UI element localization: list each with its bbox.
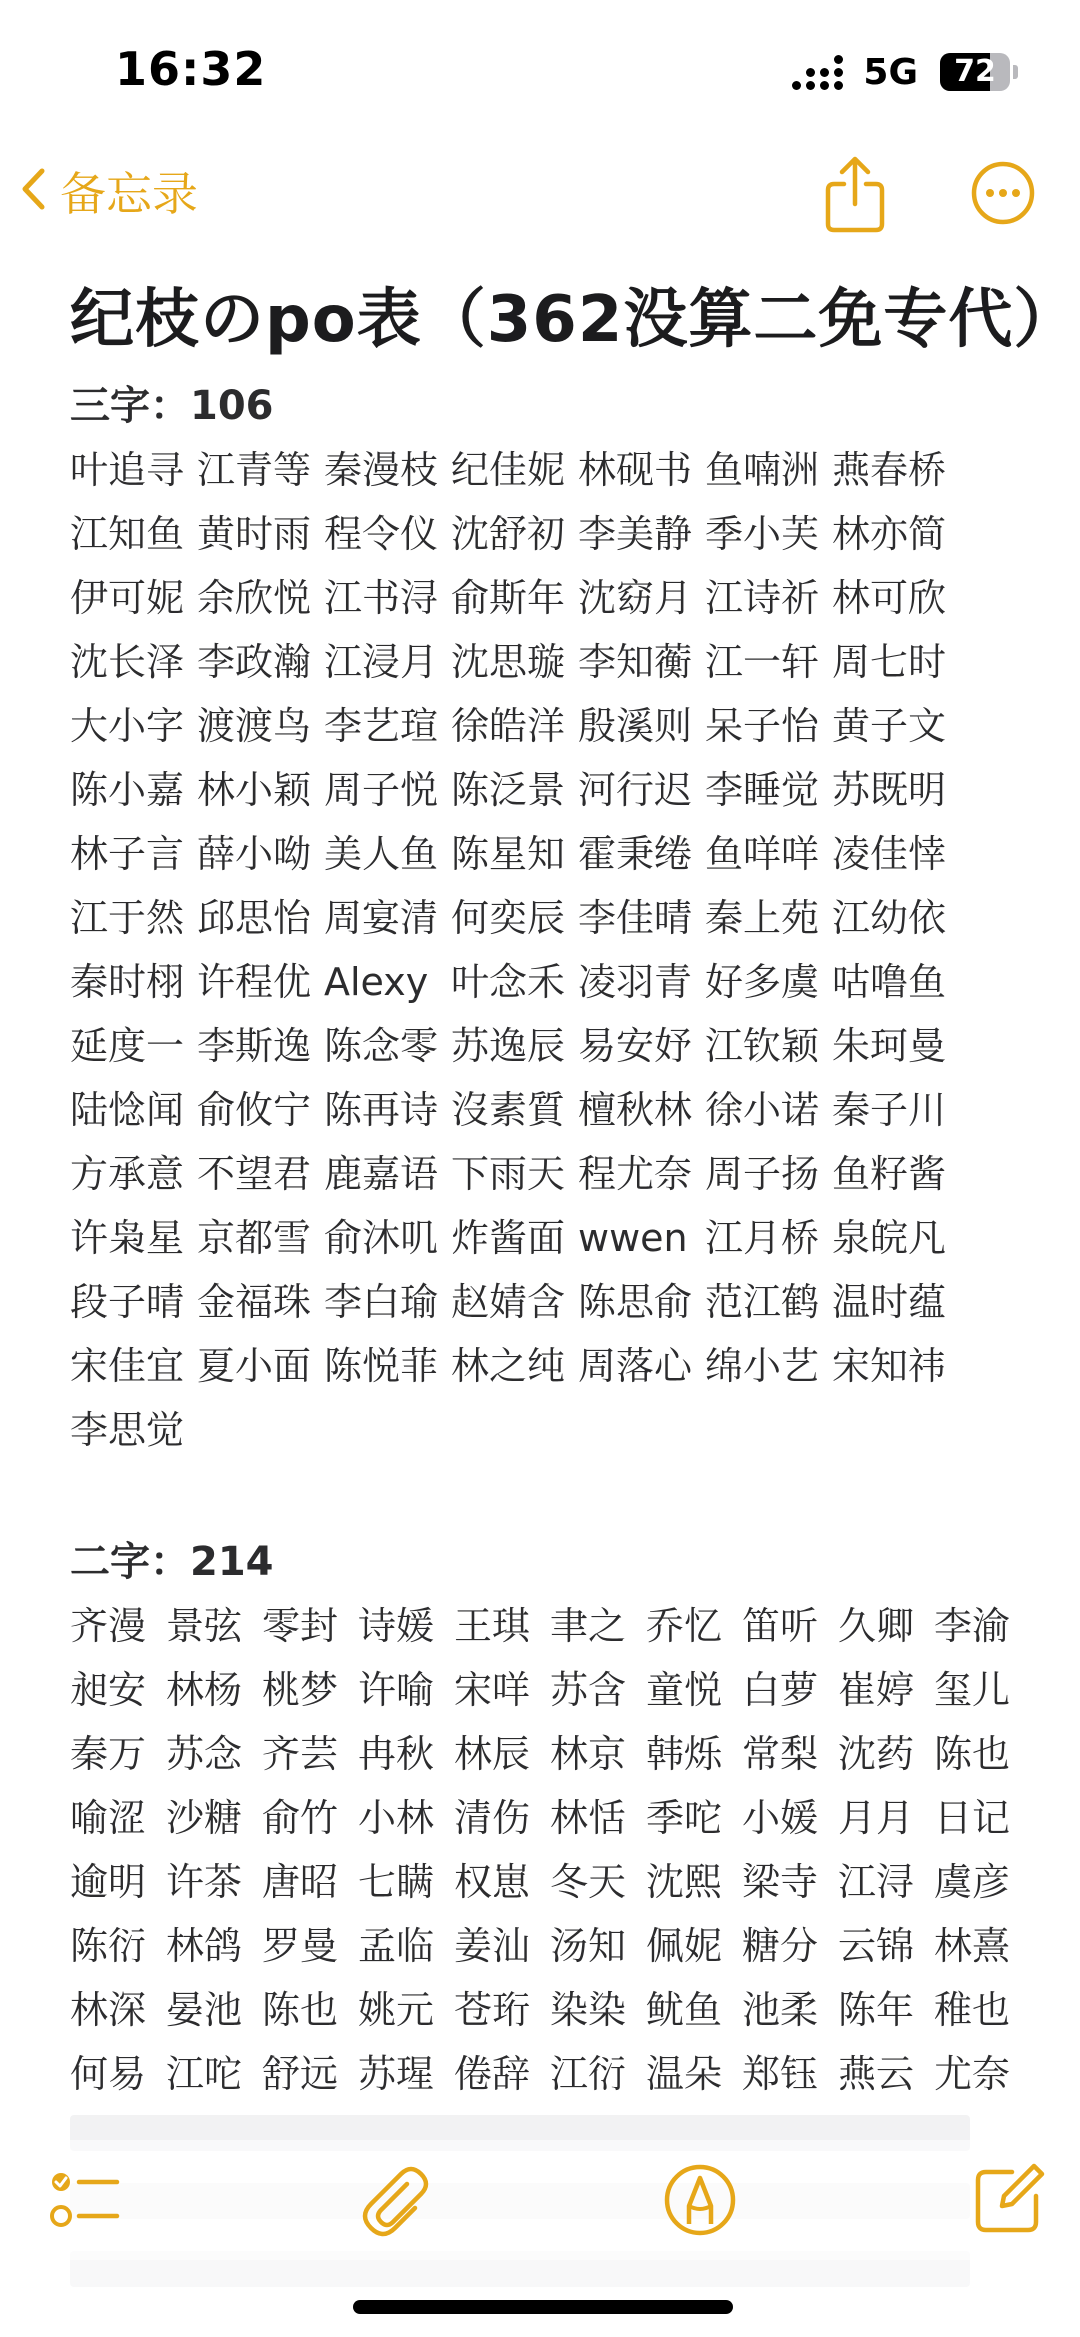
name-entry: 宋咩 — [454, 1668, 531, 1712]
name-entry: 周子悦 — [324, 768, 439, 812]
name-entry: 呆子怡 — [705, 704, 820, 748]
name-entry: 苍珩 — [454, 1988, 531, 2032]
name-entry: 池柔 — [742, 1988, 819, 2032]
name-entry: 伊可妮 — [70, 576, 185, 620]
ellipsis-circle-icon — [970, 211, 1036, 230]
name-entry: 许枭星 — [70, 1216, 185, 1260]
name-entry: 陈衍 — [70, 1924, 147, 1968]
name-entry: 纪佳妮 — [451, 448, 566, 492]
name-entry: 季咜 — [646, 1796, 723, 1840]
name-entry: 李知蘅 — [578, 640, 693, 684]
name-entry: 江一轩 — [705, 640, 820, 684]
share-button[interactable] — [822, 154, 888, 234]
name-list-three-char — [70, 438, 1030, 1462]
back-label: 备忘录 — [60, 167, 198, 221]
name-entry: 鱼咩咩 — [705, 832, 820, 876]
name-entry: 温朵 — [646, 2052, 723, 2096]
name-entry: 冬天 — [550, 1860, 627, 1904]
name-entry: Alexy — [324, 960, 429, 1004]
name-entry: 余欣悦 — [197, 576, 312, 620]
name-entry: 苏含 — [550, 1668, 627, 1712]
name-entry: 沈窈月 — [578, 576, 693, 620]
name-entry: 易安妤 — [578, 1024, 693, 1068]
name-entry: 久卿 — [838, 1604, 915, 1648]
name-entry: 夏小面 — [197, 1344, 312, 1388]
name-entry: 佩妮 — [646, 1924, 723, 1968]
name-entry: 俞竹 — [262, 1796, 339, 1840]
name-entry: 沙糖 — [166, 1796, 243, 1840]
name-entry: 美人鱼 — [324, 832, 439, 876]
name-entry: 叶追寻 — [70, 448, 185, 492]
attach-button[interactable] — [355, 2160, 435, 2240]
name-entry: 齐芸 — [262, 1732, 339, 1776]
name-entry: 许喻 — [358, 1668, 435, 1712]
name-entry: 陈悦菲 — [324, 1344, 439, 1388]
name-entry: 何易 — [70, 2052, 147, 2096]
name-entry: 沒素質 — [451, 1088, 566, 1132]
name-entry: 小媛 — [742, 1796, 819, 1840]
name-entry: 江幼依 — [832, 896, 947, 940]
name-entry: 冉秋 — [358, 1732, 435, 1776]
name-entry: 陆惗闻 — [70, 1088, 185, 1132]
name-entry: 季小芙 — [705, 512, 820, 556]
name-entry: 沈药 — [838, 1732, 915, 1776]
name-entry: 林深 — [70, 1988, 147, 2032]
name-entry: 江咜 — [166, 2052, 243, 2096]
name-entry: wwen — [578, 1216, 688, 1260]
name-entry: 江衍 — [550, 2052, 627, 2096]
name-entry: 江青等 — [197, 448, 312, 492]
name-entry: 罗曼 — [262, 1924, 339, 1968]
name-entry: 方承意 — [70, 1152, 185, 1196]
name-entry: 朱珂曼 — [832, 1024, 947, 1068]
name-entry: 笛听 — [742, 1604, 819, 1648]
name-entry: 江浔 — [838, 1860, 915, 1904]
name-entry: 俞斯年 — [451, 576, 566, 620]
name-entry: 李政瀚 — [197, 640, 312, 684]
name-entry: 七瞒 — [358, 1860, 435, 1904]
name-entry: 温时蕴 — [832, 1280, 947, 1324]
name-entry: 徐小诺 — [705, 1088, 820, 1132]
name-entry: 李美静 — [578, 512, 693, 556]
name-entry: 俞攸宁 — [197, 1088, 312, 1132]
name-entry: 秦漫枝 — [324, 448, 439, 492]
name-entry: 李斯逸 — [197, 1024, 312, 1068]
name-entry: 陈年 — [838, 1988, 915, 2032]
name-entry: 陈小嘉 — [70, 768, 185, 812]
section-heading-three-char: 三字：106 — [70, 383, 274, 429]
name-entry: 林熹 — [934, 1924, 1011, 1968]
name-entry: 邱思怡 — [197, 896, 312, 940]
name-entry: 秦上苑 — [705, 896, 820, 940]
back-button[interactable] — [20, 158, 198, 224]
name-entry: 陈再诗 — [324, 1088, 439, 1132]
name-entry: 林可欣 — [832, 576, 947, 620]
name-entry: 乔忆 — [646, 1604, 723, 1648]
name-entry: 汤知 — [550, 1924, 627, 1968]
name-entry: 李睡觉 — [705, 768, 820, 812]
name-entry: 鹿嘉语 — [324, 1152, 439, 1196]
name-entry: 延度一 — [70, 1024, 185, 1068]
name-entry: 倦辞 — [454, 2052, 531, 2096]
name-entry: 江月桥 — [705, 1216, 820, 1260]
status-bar — [0, 0, 1080, 140]
name-entry: 鱿鱼 — [646, 1988, 723, 2032]
name-entry: 绵小艺 — [705, 1344, 820, 1388]
name-entry: 江书浔 — [324, 576, 439, 620]
name-entry: 鱼籽酱 — [832, 1152, 947, 1196]
markup-button[interactable] — [660, 2160, 740, 2240]
name-entry: 范江鹤 — [705, 1280, 820, 1324]
name-entry: 程尤奈 — [578, 1152, 693, 1196]
bottom-toolbar — [0, 2140, 1080, 2260]
name-entry: 李佳晴 — [578, 896, 693, 940]
name-entry: 常梨 — [742, 1732, 819, 1776]
name-entry: 尤奈 — [934, 2052, 1011, 2096]
blank-line — [70, 1462, 1030, 1526]
name-entry: 苏瑆 — [358, 2052, 435, 2096]
name-entry: 燕云 — [838, 2052, 915, 2096]
name-entry: 李思觉 — [70, 1408, 185, 1452]
name-entry: 王琪 — [454, 1604, 531, 1648]
name-entry: 林鸽 — [166, 1924, 243, 1968]
name-entry: 沈长泽 — [70, 640, 185, 684]
name-entry: 何奕辰 — [451, 896, 566, 940]
status-time: 16:32 — [115, 42, 267, 96]
compose-button[interactable] — [968, 2160, 1048, 2240]
name-entry: 宋佳宜 — [70, 1344, 185, 1388]
name-entry: 沈舒初 — [451, 512, 566, 556]
name-entry: 喻涩 — [70, 1796, 147, 1840]
name-entry: 周落心 — [578, 1344, 693, 1388]
name-entry: 金福珠 — [197, 1280, 312, 1324]
name-entry: 凌佳悻 — [832, 832, 947, 876]
name-entry: 孟临 — [358, 1924, 435, 1968]
name-entry: 林恬 — [550, 1796, 627, 1840]
name-entry: 李渝 — [934, 1604, 1011, 1648]
name-entry: 宋知祎 — [832, 1344, 947, 1388]
name-entry: 沈熙 — [646, 1860, 723, 1904]
name-entry: 大小字 — [70, 704, 185, 748]
name-entry: 昶安 — [70, 1668, 147, 1712]
name-entry: 舒远 — [262, 2052, 339, 2096]
battery-percent: 72 — [954, 54, 996, 89]
name-entry: 崔婷 — [838, 1668, 915, 1712]
name-entry: 姜汕 — [454, 1924, 531, 1968]
name-entry: 沈思璇 — [451, 640, 566, 684]
name-entry: 周宴清 — [324, 896, 439, 940]
name-entry: 京都雪 — [197, 1216, 312, 1260]
name-entry: 云锦 — [838, 1924, 915, 1968]
name-entry: 俞沐叽 — [324, 1216, 439, 1260]
status-indicators — [792, 50, 1010, 94]
name-entry: 咕噜鱼 — [832, 960, 947, 1004]
name-entry: 聿之 — [550, 1604, 627, 1648]
name-entry: 江知鱼 — [70, 512, 185, 556]
name-entry: 燕春桥 — [832, 448, 947, 492]
name-entry: 黄子文 — [832, 704, 947, 748]
name-entry: 梁寺 — [742, 1860, 819, 1904]
name-entry: 段子晴 — [70, 1280, 185, 1324]
name-entry: 赵婧含 — [451, 1280, 566, 1324]
checklist-button[interactable] — [45, 2160, 125, 2240]
battery-icon — [940, 53, 1010, 91]
share-icon — [822, 219, 888, 238]
name-entry: 诗媛 — [358, 1604, 435, 1648]
name-entry: 薛小呦 — [197, 832, 312, 876]
name-entry: 小林 — [358, 1796, 435, 1840]
name-entry: 虞彦 — [934, 1860, 1011, 1904]
name-entry: 玺儿 — [934, 1668, 1011, 1712]
name-entry: 林亦简 — [832, 512, 947, 556]
name-entry: 糖分 — [742, 1924, 819, 1968]
name-entry: 陈星知 — [451, 832, 566, 876]
name-entry: 郑钰 — [742, 2052, 819, 2096]
home-indicator[interactable] — [353, 2300, 733, 2314]
name-entry: 檀秋林 — [578, 1088, 693, 1132]
name-entry: 秦子川 — [832, 1088, 947, 1132]
name-entry: 周七时 — [832, 640, 947, 684]
section-heading-two-char: 二字：214 — [70, 1539, 274, 1585]
cellular-signal-icon — [792, 54, 843, 90]
name-entry: 炸酱面 — [451, 1216, 566, 1260]
name-entry: 陈也 — [934, 1732, 1011, 1776]
note-body[interactable] — [70, 270, 1079, 2106]
name-entry: 稚也 — [934, 1988, 1011, 2032]
name-entry: 江诗祈 — [705, 576, 820, 620]
name-entry: 韩烁 — [646, 1732, 723, 1776]
name-entry: 河行迟 — [578, 768, 693, 812]
name-entry: 林小颖 — [197, 768, 312, 812]
name-entry: 染染 — [550, 1988, 627, 2032]
name-entry: 陈念零 — [324, 1024, 439, 1068]
name-entry: 殷溪则 — [578, 704, 693, 748]
name-entry: 黄时雨 — [197, 512, 312, 556]
name-entry: 景弦 — [166, 1604, 243, 1648]
name-entry: 徐皓洋 — [451, 704, 566, 748]
name-entry: 唐昭 — [262, 1860, 339, 1904]
name-entry: 许茶 — [166, 1860, 243, 1904]
name-entry: 许程优 — [197, 960, 312, 1004]
name-entry: 清伤 — [454, 1796, 531, 1840]
name-entry: 泉皖凡 — [832, 1216, 947, 1260]
more-button[interactable] — [970, 160, 1036, 226]
name-entry: 陈思俞 — [578, 1280, 693, 1324]
name-entry: 鱼喃洲 — [705, 448, 820, 492]
name-entry: 晏池 — [166, 1988, 243, 2032]
markup-pen-icon — [660, 2225, 740, 2244]
name-entry: 秦万 — [70, 1732, 147, 1776]
name-entry: 李白瑜 — [324, 1280, 439, 1324]
name-entry: 权崽 — [454, 1860, 531, 1904]
paperclip-icon — [355, 2225, 435, 2244]
name-entry: 江于然 — [70, 896, 185, 940]
name-entry: 林京 — [550, 1732, 627, 1776]
name-entry: 日记 — [934, 1796, 1011, 1840]
name-entry: 好多虞 — [705, 960, 820, 1004]
name-entry: 苏逸辰 — [451, 1024, 566, 1068]
name-entry: 江浸月 — [324, 640, 439, 684]
name-entry: 陈泛景 — [451, 768, 566, 812]
name-entry: 周子扬 — [705, 1152, 820, 1196]
chevron-left-icon — [20, 167, 46, 215]
name-entry: 月月 — [838, 1796, 915, 1840]
name-entry: 林砚书 — [578, 448, 693, 492]
checklist-icon — [45, 2225, 125, 2244]
name-entry: 逾明 — [70, 1860, 147, 1904]
name-entry: 下雨天 — [451, 1152, 566, 1196]
name-entry: 童悦 — [646, 1668, 723, 1712]
name-list-two-char — [70, 1594, 1030, 2106]
name-entry: 桃梦 — [262, 1668, 339, 1712]
name-entry: 林子言 — [70, 832, 185, 876]
name-entry: 江钦颖 — [705, 1024, 820, 1068]
name-entry: 林杨 — [166, 1668, 243, 1712]
name-entry: 不望君 — [197, 1152, 312, 1196]
name-entry: 霍秉绻 — [578, 832, 693, 876]
name-entry: 姚元 — [358, 1988, 435, 2032]
name-entry: 陈也 — [262, 1988, 339, 2032]
name-entry: 渡渡鸟 — [197, 704, 312, 748]
name-entry: 林辰 — [454, 1732, 531, 1776]
nav-bar — [0, 150, 1080, 240]
name-entry: 秦时栩 — [70, 960, 185, 1004]
name-entry: 零封 — [262, 1604, 339, 1648]
name-entry: 白萝 — [742, 1668, 819, 1712]
name-entry: 苏念 — [166, 1732, 243, 1776]
name-entry: 林之纯 — [451, 1344, 566, 1388]
name-entry: 齐漫 — [70, 1604, 147, 1648]
compose-icon — [968, 2225, 1048, 2244]
name-entry: 叶念禾 — [451, 960, 566, 1004]
name-entry: 凌羽青 — [578, 960, 693, 1004]
name-entry: 程令仪 — [324, 512, 439, 556]
name-entry: 苏既明 — [832, 768, 947, 812]
network-type: 5G — [863, 51, 918, 93]
name-entry: 李艺瑄 — [324, 704, 439, 748]
note-title[interactable]: 纪枝のpo表（362没算二免专代） — [70, 283, 1079, 357]
